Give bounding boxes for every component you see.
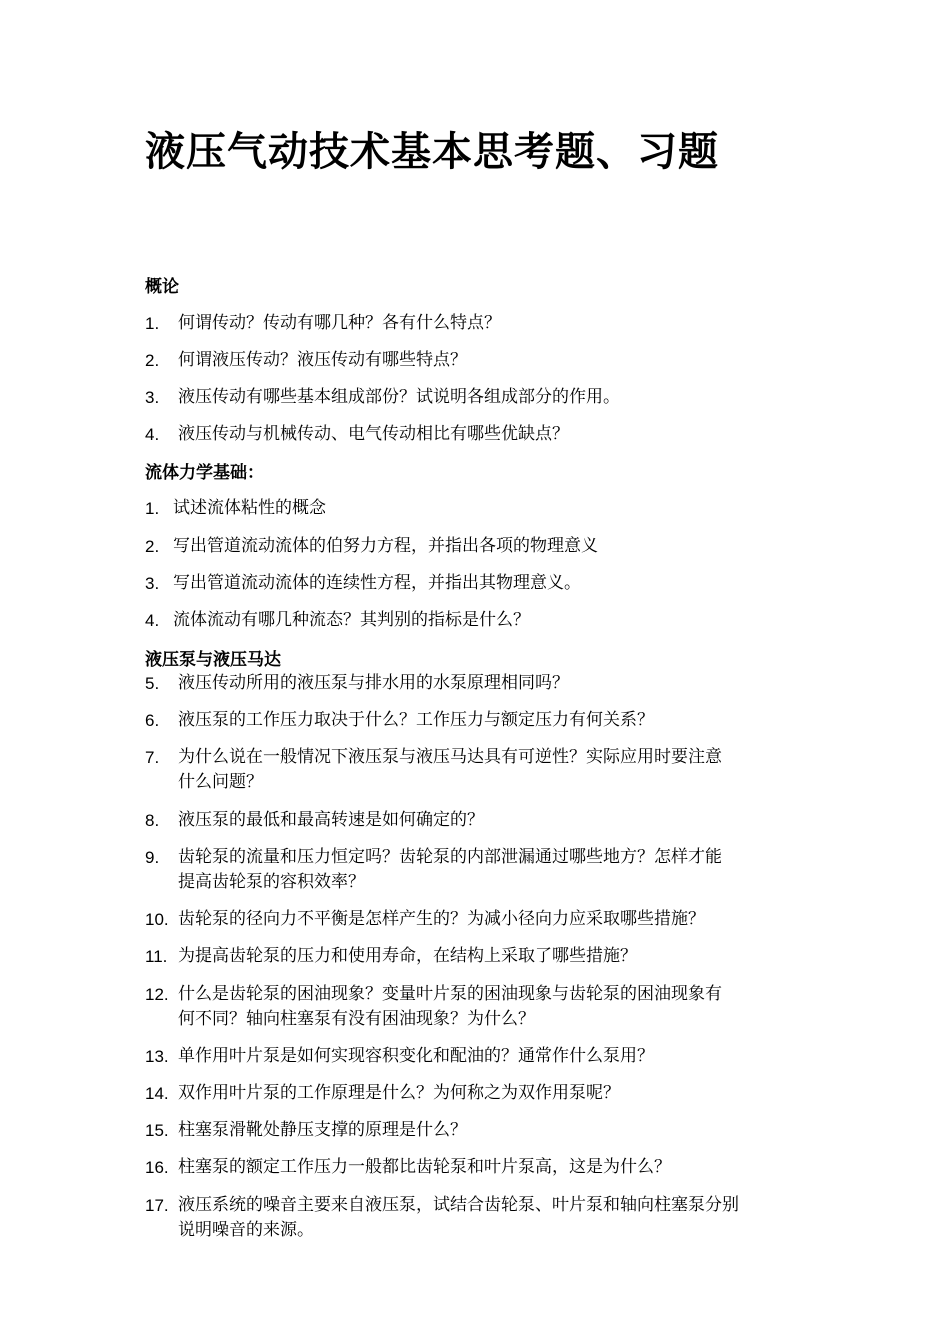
item-number: 5. bbox=[145, 674, 160, 693]
item-number: 4. bbox=[145, 611, 160, 630]
item-line: 为什么说在一般情况下液压泵与液压马达具有可逆性？实际应用时要注意 bbox=[178, 747, 722, 767]
section-heading-overview: 概论 bbox=[145, 277, 179, 297]
item-text bbox=[178, 808, 484, 833]
item-line: 双作用叶片泵的工作原理是什么？为何称之为双作用泵呢？ bbox=[178, 1083, 620, 1103]
item-line: 说明噪音的来源。 bbox=[178, 1220, 314, 1240]
item-line: 为提高齿轮泵的压力和使用寿命，在结构上采取了哪些措施？ bbox=[178, 946, 637, 966]
item-number: 2. bbox=[145, 537, 160, 556]
item-line: 液压传动与机械传动、电气传动相比有哪些优缺点？ bbox=[178, 424, 569, 444]
item-line: 提高齿轮泵的容积效率？ bbox=[178, 872, 365, 892]
item-line: 液压系统的噪音主要来自液压泵，试结合齿轮泵、叶片泵和轴向柱塞泵分别 bbox=[178, 1195, 739, 1215]
item-text bbox=[178, 907, 705, 932]
item-number: 12. bbox=[145, 985, 169, 1004]
item-line: 流体流动有哪几种流态？其判别的指标是什么？ bbox=[173, 610, 530, 630]
item-line: 试述流体粘性的概念 bbox=[173, 498, 326, 518]
item-number: 17. bbox=[145, 1196, 169, 1215]
item-text bbox=[173, 608, 530, 633]
item-line: 齿轮泵的流量和压力恒定吗？齿轮泵的内部泄漏通过哪些地方？怎样才能 bbox=[178, 847, 722, 867]
item-number: 9. bbox=[145, 848, 160, 867]
section-heading-fluid-mechanics: 流体力学基础： bbox=[145, 463, 264, 483]
item-text bbox=[178, 708, 654, 733]
item-number: 10. bbox=[145, 910, 169, 929]
item-text bbox=[178, 1193, 739, 1243]
item-line: 何不同？轴向柱塞泵有没有困油现象？为什么？ bbox=[178, 1009, 535, 1029]
item-line: 何谓传动？传动有哪几种？各有什么特点？ bbox=[178, 313, 501, 333]
item-text bbox=[178, 982, 722, 1032]
item-number: 7. bbox=[145, 748, 160, 767]
item-text bbox=[178, 422, 569, 447]
item-line: 液压传动所用的液压泵与排水用的水泵原理相同吗？ bbox=[178, 673, 569, 693]
item-number: 15. bbox=[145, 1121, 169, 1140]
item-text bbox=[178, 311, 501, 336]
item-text bbox=[178, 944, 637, 969]
item-number: 11. bbox=[145, 947, 168, 966]
item-text bbox=[178, 1044, 654, 1069]
item-line: 什么问题？ bbox=[178, 772, 263, 792]
item-text bbox=[178, 845, 722, 895]
item-line: 齿轮泵的径向力不平衡是怎样产生的？为减小径向力应采取哪些措施？ bbox=[178, 909, 705, 929]
item-number: 16. bbox=[145, 1158, 169, 1177]
item-text bbox=[178, 1155, 671, 1180]
item-text bbox=[173, 571, 581, 596]
item-text bbox=[178, 1118, 467, 1143]
item-line: 写出管道流动流体的连续性方程，并指出其物理意义。 bbox=[173, 573, 581, 593]
item-number: 1. bbox=[145, 314, 160, 333]
section-heading-pumps-motors: 液压泵与液压马达 bbox=[145, 650, 281, 670]
item-line: 液压泵的工作压力取决于什么？工作压力与额定压力有何关系？ bbox=[178, 710, 654, 730]
item-number: 3. bbox=[145, 574, 160, 593]
item-number: 2. bbox=[145, 351, 160, 370]
item-text bbox=[178, 745, 722, 795]
item-text bbox=[173, 496, 326, 521]
item-number: 4. bbox=[145, 425, 160, 444]
item-line: 单作用叶片泵是如何实现容积变化和配油的？通常作什么泵用？ bbox=[178, 1046, 654, 1066]
item-text bbox=[178, 385, 620, 410]
document-title: 液压气动技术基本思考题、习题 bbox=[145, 129, 719, 175]
item-text bbox=[178, 348, 467, 373]
item-line: 液压泵的最低和最高转速是如何确定的？ bbox=[178, 810, 484, 830]
item-line: 什么是齿轮泵的困油现象？变量叶片泵的困油现象与齿轮泵的困油现象有 bbox=[178, 984, 722, 1004]
item-line: 何谓液压传动？液压传动有哪些特点？ bbox=[178, 350, 467, 370]
item-text bbox=[173, 534, 598, 559]
item-number: 8. bbox=[145, 811, 160, 830]
item-line: 写出管道流动流体的伯努力方程，并指出各项的物理意义 bbox=[173, 536, 598, 556]
item-number: 13. bbox=[145, 1047, 169, 1066]
item-line: 液压传动有哪些基本组成部份？试说明各组成部分的作用。 bbox=[178, 387, 620, 407]
item-text bbox=[178, 671, 569, 696]
item-text bbox=[178, 1081, 620, 1106]
item-line: 柱塞泵的额定工作压力一般都比齿轮泵和叶片泵高，这是为什么？ bbox=[178, 1157, 671, 1177]
item-number: 14. bbox=[145, 1084, 169, 1103]
item-line: 柱塞泵滑靴处静压支撑的原理是什么？ bbox=[178, 1120, 467, 1140]
item-number: 1. bbox=[145, 499, 160, 518]
item-number: 6. bbox=[145, 711, 160, 730]
item-number: 3. bbox=[145, 388, 160, 407]
